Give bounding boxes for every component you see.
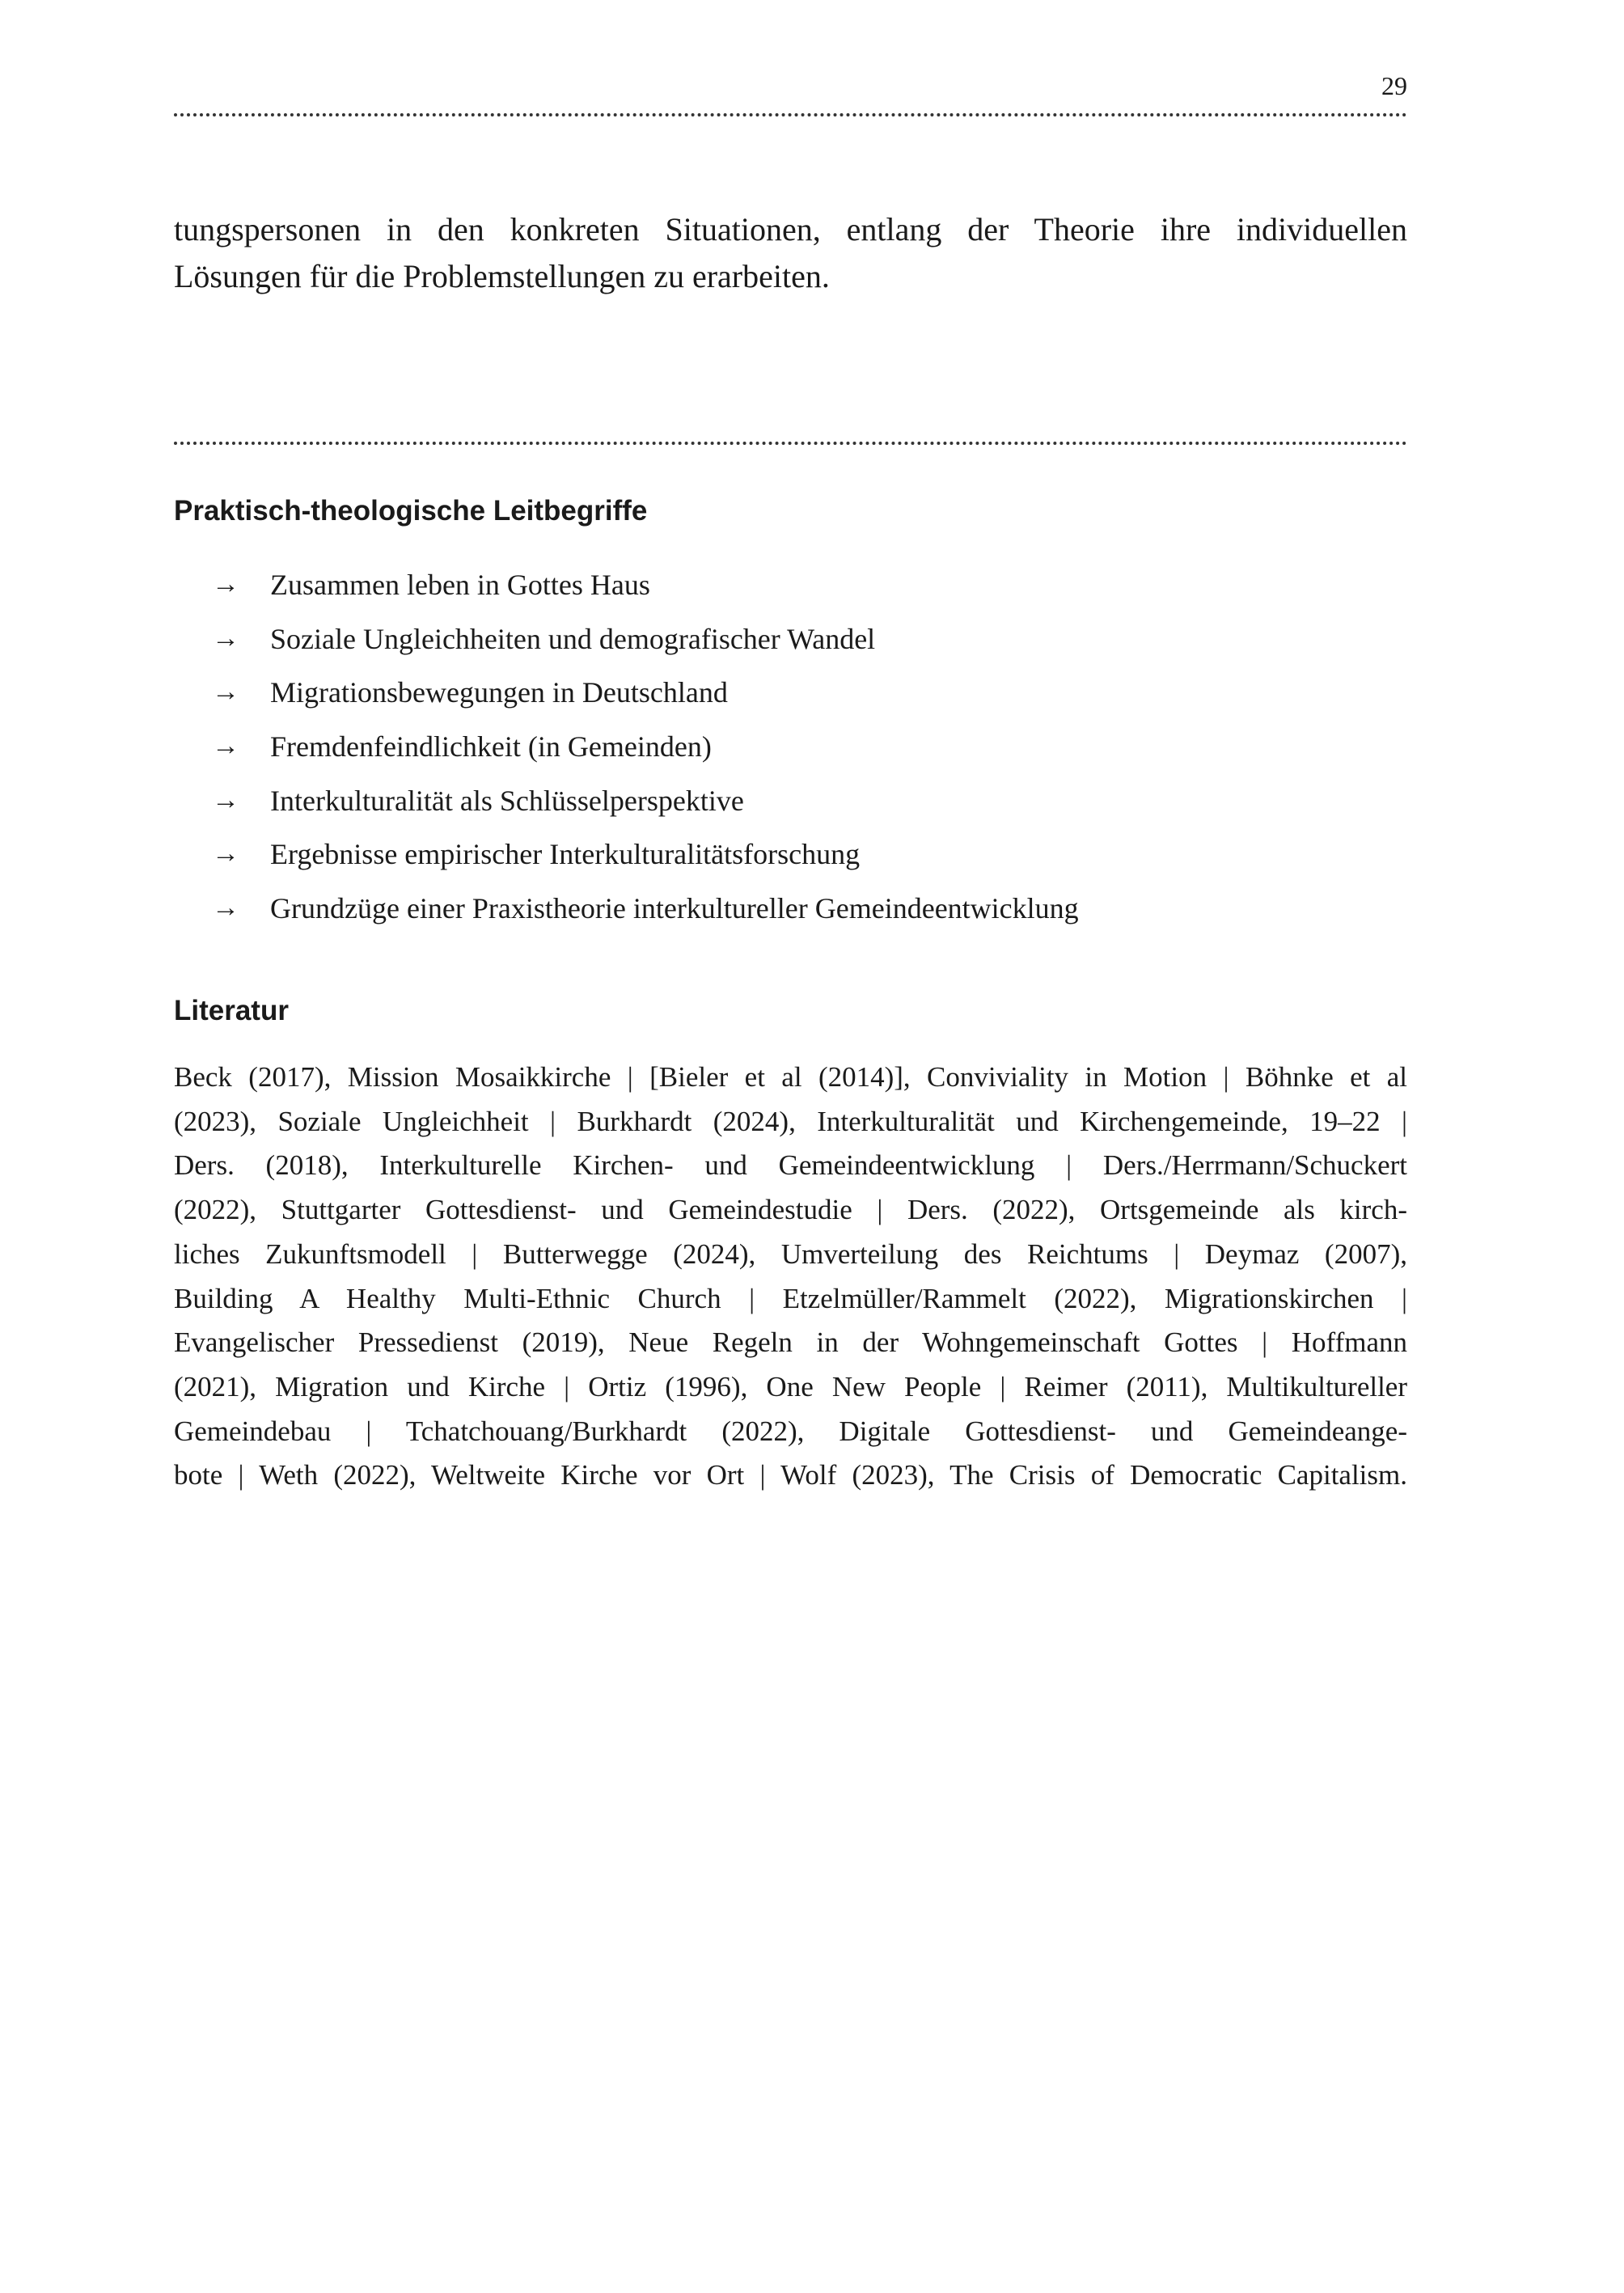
literatur-heading: Literatur: [174, 995, 289, 1026]
page-number: 29: [1381, 71, 1407, 100]
reference-line: Gemeindebau | Tchatchouang/Burkhardt (2022), Digitale Gottesdienst- und Gemeindeange-: [174, 1415, 1407, 1447]
arrow-right-icon: →: [212, 677, 239, 708]
list-item: [212, 773, 1079, 827]
reference-line: liches Zukunftsmodell | Butterwegge (2024), Umverteilung des Reichtums | Deymaz (2007),: [174, 1237, 1407, 1270]
reference-line: (2023), Soziale Ungleichheit | Burkhardt (2024), Interkulturalität und Kirchengemeinde, 19–22 |: [174, 1105, 1407, 1137]
arrow-right-icon: →: [212, 623, 239, 654]
list-item-label: Fremdenfeindlichkeit (in Gemeinden): [270, 730, 712, 764]
list-item-label: Grundzüge einer Praxistheorie interkultureller Gemeindeentwicklung: [270, 891, 1079, 924]
arrow-right-icon: →: [212, 785, 239, 815]
arrow-right-icon: →: [212, 839, 239, 869]
list-item-label: Interkulturalität als Schlüsselperspektive: [270, 784, 744, 817]
reference-line: (2021), Migration und Kirche | Ortiz (1996), One New People | Reimer (2011), Multikultureller: [174, 1370, 1407, 1402]
arrow-right-icon: →: [212, 731, 239, 762]
header-divider: [174, 113, 1407, 116]
list-item: [212, 827, 1079, 882]
paragraph-line: Lösungen für die Problemstellungen zu erarbeiten.: [174, 258, 830, 294]
reference-line: Building A Healthy Multi-Ethnic Church | Etzelmüller/Rammelt (2022), Migrationskirchen |: [174, 1282, 1407, 1314]
section-divider: [174, 442, 1407, 445]
reference-line: bote | Weth (2022), Weltweite Kirche vor Ort | Wolf (2023), The Crisis of Democratic Capitalism.: [174, 1459, 1407, 1491]
list-item: [212, 666, 1079, 720]
literatur-references: [174, 1056, 1407, 1498]
reference-line: Evangelischer Pressedienst (2019), Neue Regeln in der Wohngemeinschaft Gottes | Hoffmann: [174, 1326, 1407, 1359]
leitbegriffe-heading: Praktisch-theologische Leitbegriffe: [174, 495, 648, 527]
intro-paragraph: [174, 206, 1407, 300]
list-item: [212, 882, 1079, 936]
paragraph-line: tungspersonen in den konkreten Situationen, entlang der Theorie ihre individuellen: [174, 211, 1407, 247]
list-item: [212, 720, 1079, 774]
arrow-right-icon: →: [212, 569, 239, 600]
list-item: [212, 612, 1079, 666]
list-item-label: Ergebnisse empirischer Interkulturalitätsforschung: [270, 838, 861, 871]
reference-line: (2022), Stuttgarter Gottesdienst- und Gemeindestudie | Ders. (2022), Ortsgemeinde als kirch-: [174, 1194, 1407, 1226]
arrow-right-icon: →: [212, 892, 239, 923]
reference-line: Beck (2017), Mission Mosaikkirche | [Bieler et al (2014)], Conviviality in Motion | Böhnke et al: [174, 1061, 1407, 1093]
list-item: [212, 558, 1079, 612]
leitbegriffe-list: [212, 558, 1079, 935]
list-item-label: Zusammen leben in Gottes Haus: [270, 569, 650, 602]
list-item-label: Soziale Ungleichheiten und demografischer Wandel: [270, 622, 876, 655]
reference-line: Ders. (2018), Interkulturelle Kirchen- und Gemeindeentwicklung | Ders./Herrmann/Schuckert: [174, 1149, 1407, 1182]
list-item-label: Migrationsbewegungen in Deutschland: [270, 676, 728, 709]
